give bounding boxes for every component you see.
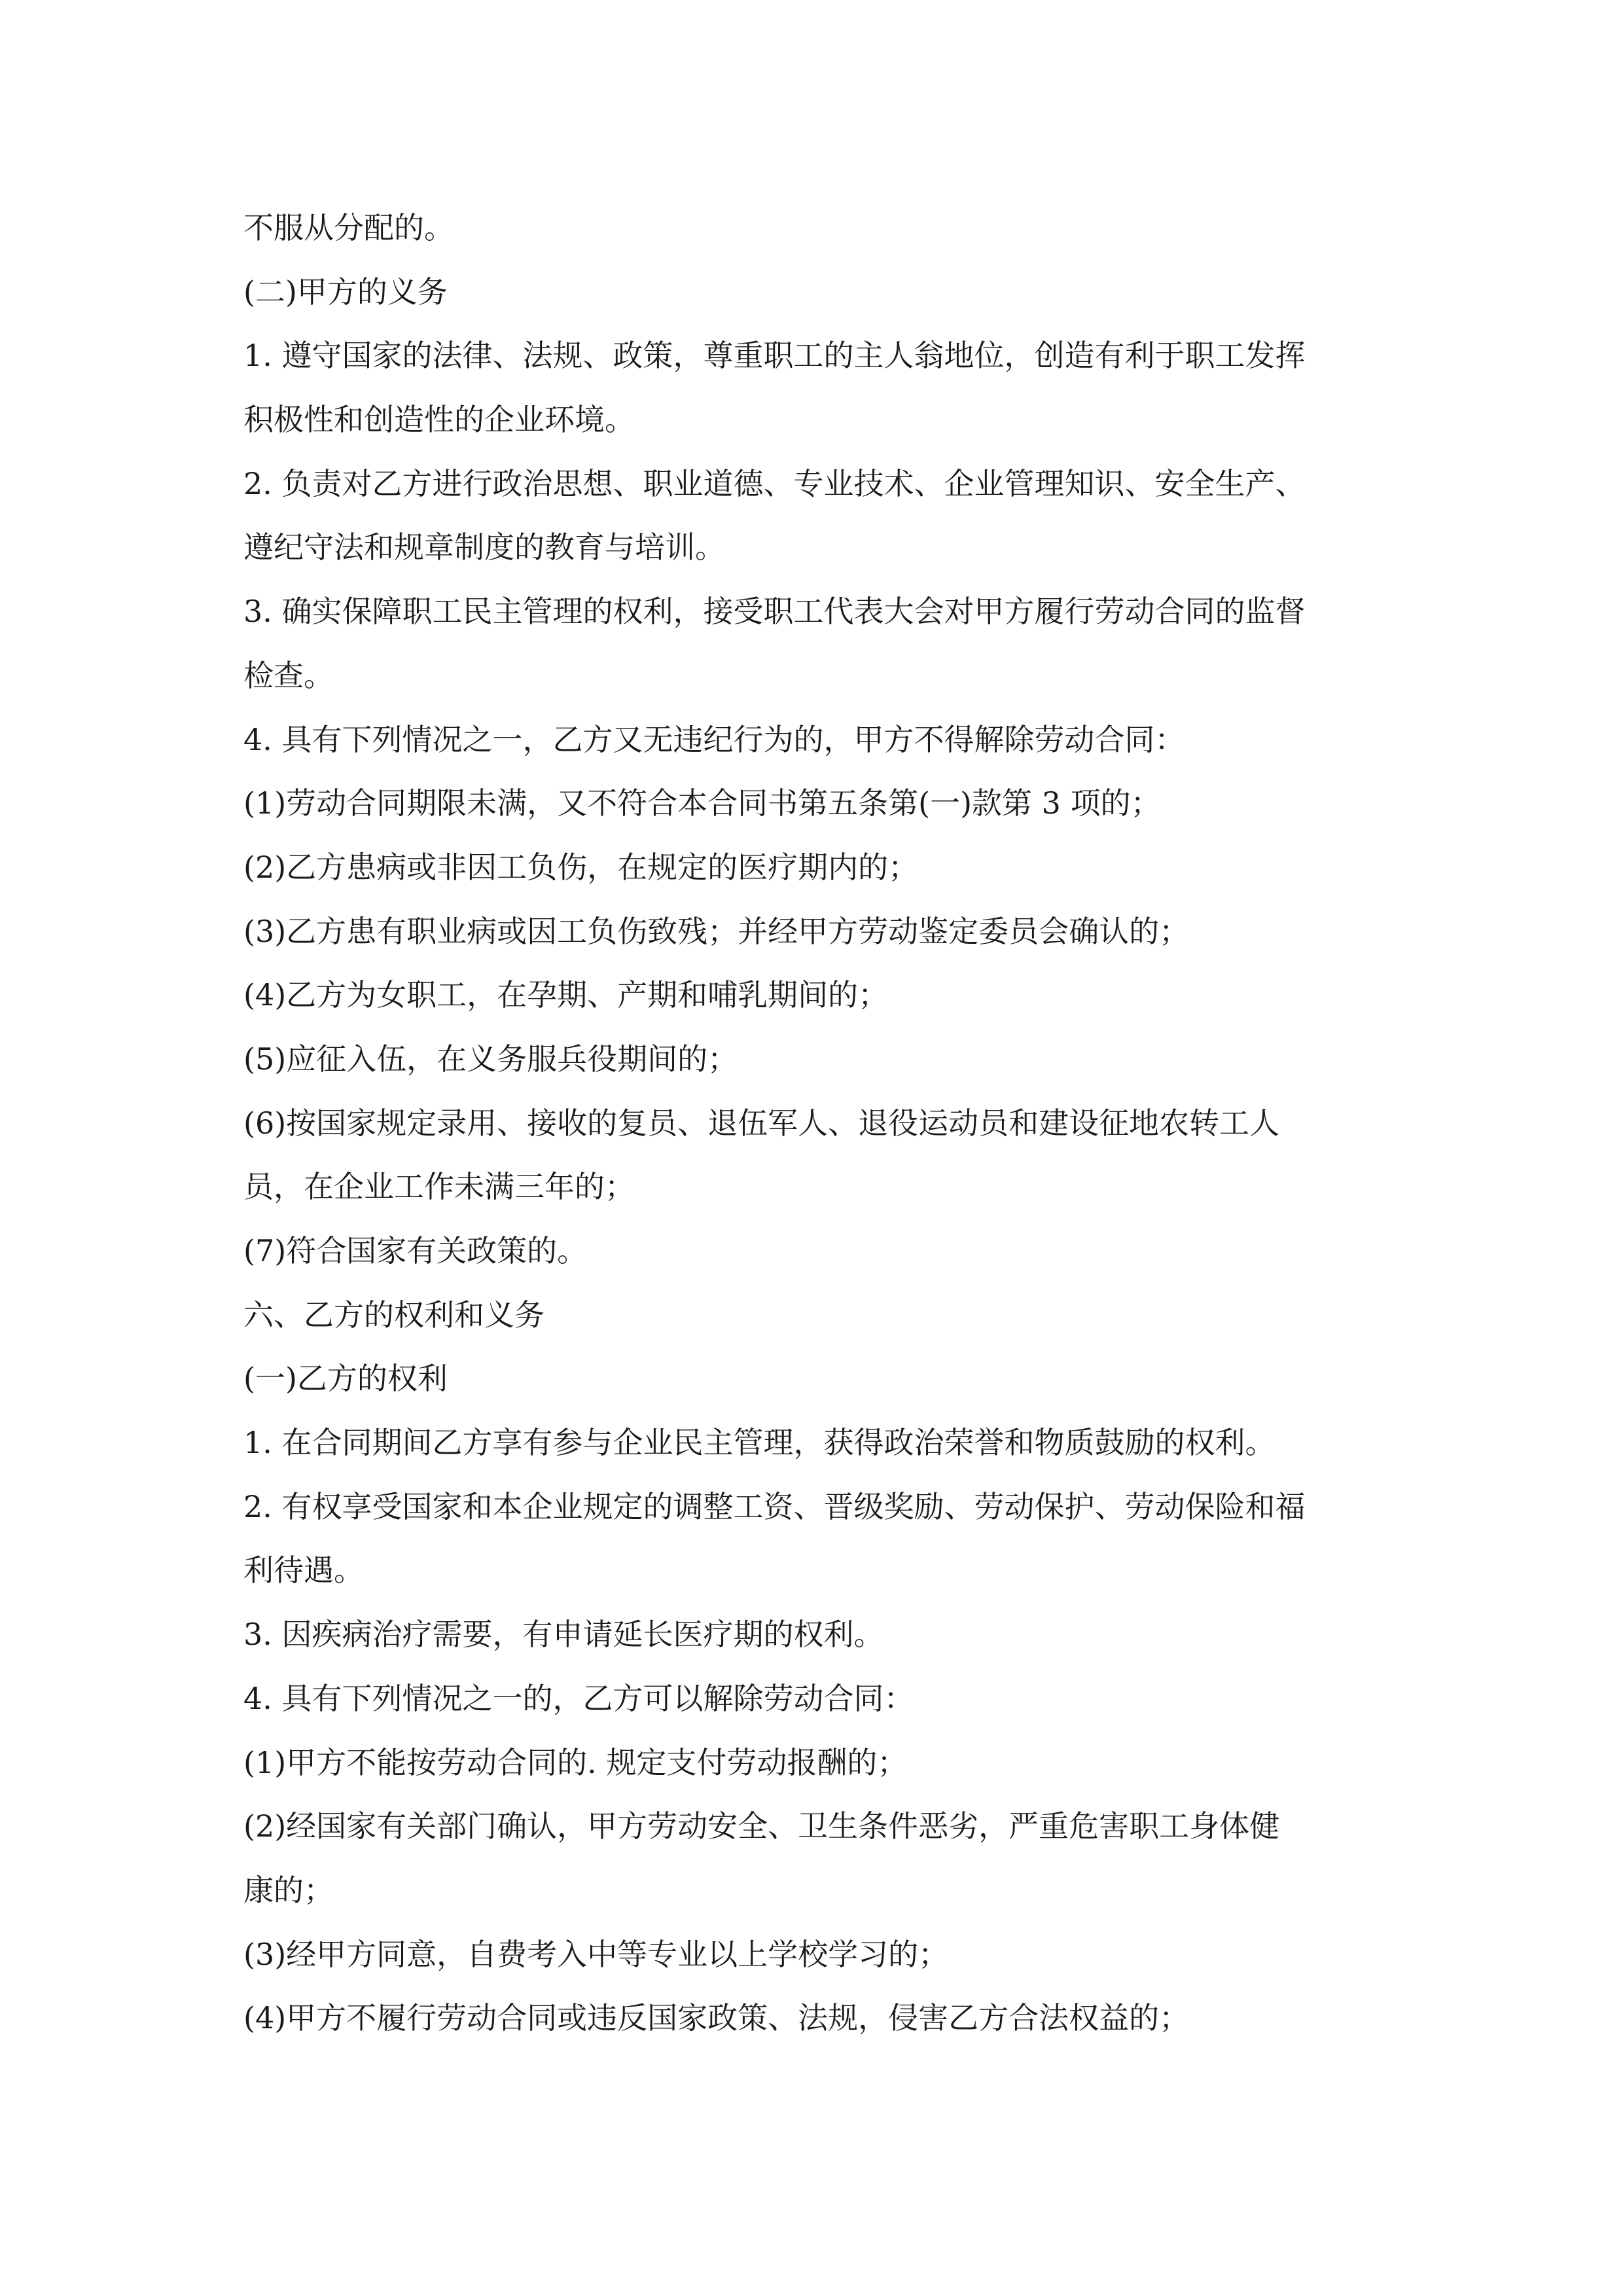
text-line: 3. 因疾病治疗需要，有申请延长医疗期的权利。 [243,1617,884,1653]
text-line: 利待遇。 [243,1552,364,1588]
section-heading: 六、乙方的权利和义务 [243,1297,544,1333]
text-line: 积极性和创造性的企业环境。 [243,402,635,438]
text-line: 遵纪守法和规章制度的教育与培训。 [243,529,725,565]
text-line: (2)经国家有关部门确认，甲方劳动安全、卫生条件恶劣，严重危害职工身体健 [243,1808,1280,1844]
text-line: 4. 具有下列情况之一，乙方又无违纪行为的，甲方不得解除劳动合同： [243,721,1185,757]
text-line: (3)乙方患有职业病或因工负伤致残；并经甲方劳动鉴定委员会确认的； [243,913,1190,949]
text-line: 康的； [243,1872,334,1908]
text-line: (3)经甲方同意，自费考入中等专业以上学校学习的； [243,1936,949,1972]
text-line: 检查。 [243,657,334,693]
text-line: 1. 遵守国家的法律、法规、政策，尊重职工的主人翁地位，创造有利于职工发挥 [243,338,1306,374]
text-line: 3. 确实保障职工民主管理的权利，接受职工代表大会对甲方履行劳动合同的监督 [243,594,1306,630]
text-line: 1. 在合同期间乙方享有参与企业民主管理，获得政治荣誉和物质鼓励的权利。 [243,1425,1275,1461]
text-line: (4)甲方不履行劳动合同或违反国家政策、法规，侵害乙方合法权益的； [243,2000,1190,2036]
text-line: (7)符合国家有关政策的。 [243,1233,588,1268]
section-heading: (一)乙方的权利 [243,1361,448,1397]
text-line: 员，在企业工作未满三年的； [243,1169,635,1205]
text-line: (1)劳动合同期限未满，又不符合本合同书第五条第(一)款第 3 项的； [243,785,1161,821]
text-line: (5)应征入伍，在义务服兵役期间的； [243,1041,738,1077]
text-line: 4. 具有下列情况之一的，乙方可以解除劳动合同： [243,1680,914,1716]
text-line: (4)乙方为女职工，在孕期、产期和哺乳期间的； [243,977,889,1013]
text-line: 2. 负责对乙方进行政治思想、职业道德、专业技术、企业管理知识、安全生产、 [243,465,1306,501]
section-heading: (二)甲方的义务 [243,274,448,310]
text-line: (6)按国家规定录用、接收的复员、退伍军人、退役运动员和建设征地农转工人 [243,1105,1280,1141]
text-line: (2)乙方患病或非因工负伤，在规定的医疗期内的； [243,849,919,885]
text-line: 不服从分配的。 [243,210,454,245]
text-line: 2. 有权享受国家和本企业规定的调整工资、晋级奖励、劳动保护、劳动保险和福 [243,1488,1306,1524]
text-line: (1)甲方不能按劳动合同的. 规定支付劳动报酬的； [243,1744,908,1780]
document-body [243,196,1395,2051]
